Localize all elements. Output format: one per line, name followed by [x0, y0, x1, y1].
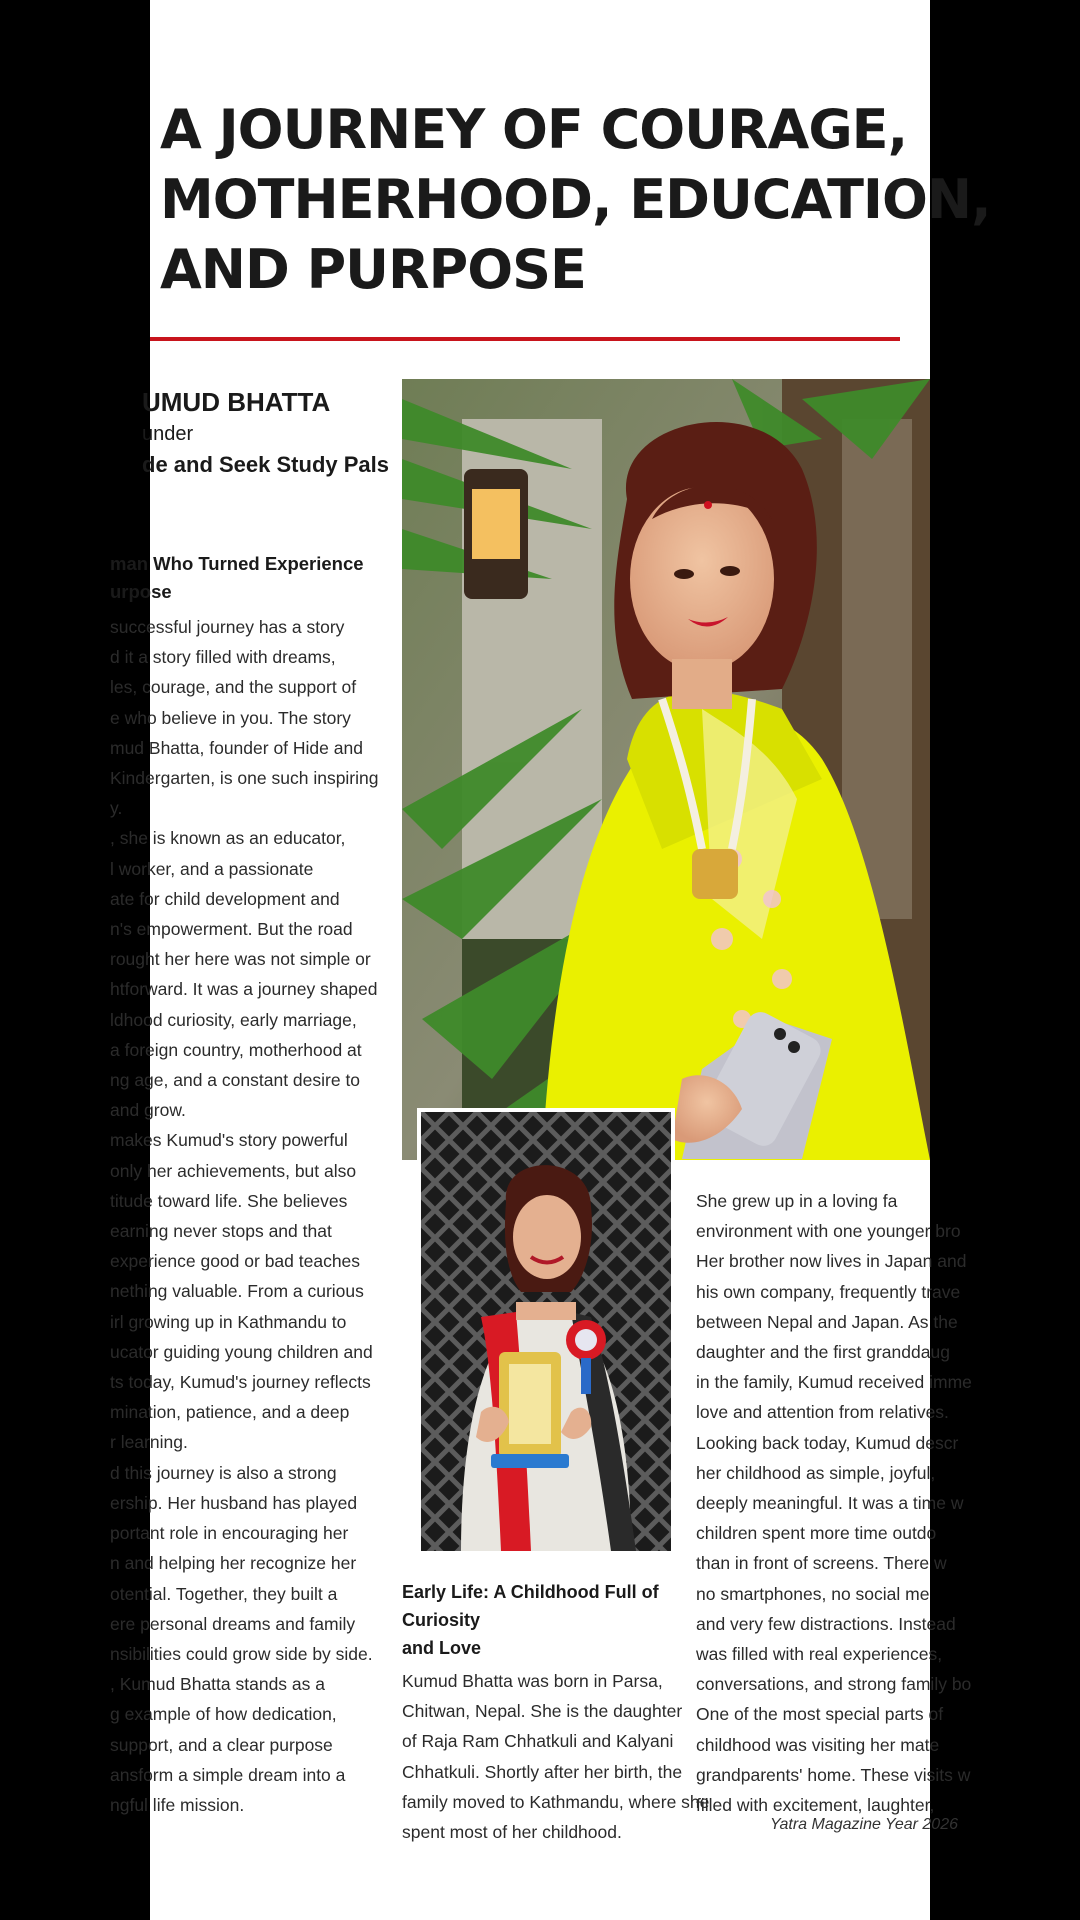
right-column-body: [696, 1186, 972, 1820]
text-line: d it a story filled with dreams,: [110, 647, 336, 668]
text-line: r learning.: [110, 1432, 188, 1453]
text-line: was filled with real experiences,: [696, 1644, 943, 1665]
text-line: her childhood as simple, joyful,: [696, 1462, 936, 1483]
text-line: htforward. It was a journey shaped: [110, 979, 378, 1000]
text-line: childhood was visiting her mate: [696, 1734, 940, 1755]
text-line: his own company, frequently trave: [696, 1281, 961, 1302]
text-line: n's empowerment. But the road: [110, 919, 353, 940]
text-line: irl growing up in Kathmandu to: [110, 1311, 347, 1332]
text-line: spent most of her childhood.: [402, 1822, 622, 1843]
text-line: One of the most special parts of: [696, 1704, 944, 1725]
text-line: filled with excitement, laughter,: [696, 1795, 935, 1816]
text-line: daughter and the first granddaug: [696, 1342, 950, 1363]
text-line: y.: [110, 798, 123, 819]
text-line: , she is known as an educator,: [110, 828, 346, 849]
title-line: MOTHERHOOD, EDUCATION,: [160, 168, 991, 231]
portrait-illustration: [402, 379, 930, 1160]
section-heading-line: and Love: [402, 1638, 482, 1658]
text-line: environment with one younger bro: [696, 1221, 961, 1242]
text-line: in the family, Kumud received imme: [696, 1372, 972, 1393]
middle-column-body: [402, 1666, 710, 1847]
text-line: family moved to Kathmandu, where she: [402, 1791, 710, 1812]
text-line: Her brother now lives in Japan and: [696, 1251, 967, 1272]
red-divider: [150, 337, 900, 341]
title-line: A JOURNEY OF COURAGE,: [160, 98, 908, 161]
author-organization: de and Seek Study Pals: [142, 452, 389, 477]
text-line: ngful life mission.: [110, 1794, 245, 1815]
text-line: grandparents' home. These visits w: [696, 1764, 971, 1785]
text-line: n and helping her recognize her: [110, 1553, 357, 1574]
text-line: and very few distractions. Instead: [696, 1613, 956, 1634]
section-heading: [402, 1578, 664, 1662]
text-line: Kumud Bhatta was born in Parsa,: [402, 1671, 663, 1691]
award-photo: [417, 1108, 675, 1555]
text-line: ng age, and a constant desire to: [110, 1070, 361, 1091]
text-line: and grow.: [110, 1100, 186, 1121]
text-line: than in front of screens. There w: [696, 1553, 947, 1574]
magazine-page: [110, 0, 991, 1920]
right-column: [696, 1186, 972, 1820]
text-line: support, and a clear purpose: [110, 1734, 333, 1755]
text-line: makes Kumud's story powerful: [110, 1130, 348, 1151]
article-title: [160, 95, 991, 305]
text-line: g example of how dedication,: [110, 1704, 337, 1725]
text-line: les, courage, and the support of: [110, 677, 357, 698]
text-line: love and attention from relatives.: [696, 1402, 949, 1423]
text-line: nething valuable. From a curious: [110, 1281, 364, 1302]
middle-column: [402, 1578, 710, 1847]
text-line: d this journey is also a strong: [110, 1462, 337, 1483]
text-line: rought her here was not simple or: [110, 949, 371, 970]
text-line: Looking back today, Kumud descr: [696, 1432, 959, 1453]
text-line: , Kumud Bhatta stands as a: [110, 1674, 325, 1695]
text-line: no smartphones, no social me: [696, 1583, 930, 1604]
text-line: She grew up in a loving fa: [696, 1191, 898, 1211]
text-line: ucator guiding young children and: [110, 1341, 373, 1362]
title-line: AND PURPOSE: [160, 238, 586, 301]
section-heading-line: Early Life: A Childhood Full of Curiosity: [402, 1582, 659, 1630]
text-line: experience good or bad teaches: [110, 1251, 361, 1272]
page-footer: Yatra Magazine Year 2026: [770, 1816, 958, 1833]
author-name: UMUD BHATTA: [142, 387, 331, 417]
text-line: portant role in encouraging her: [110, 1523, 349, 1544]
portrait-photo: [402, 379, 930, 1160]
left-column: [110, 550, 379, 1820]
text-line: ere personal dreams and family: [110, 1613, 356, 1634]
author-role: under: [142, 423, 194, 445]
text-line: l worker, and a passionate: [110, 858, 314, 879]
text-line: ts today, Kumud's journey reflects: [110, 1372, 371, 1393]
section-heading-line: urpose: [110, 581, 172, 602]
left-column-body: [110, 612, 379, 1820]
text-line: between Nepal and Japan. As the: [696, 1311, 958, 1332]
text-line: ansform a simple dream into a: [110, 1764, 346, 1785]
text-line: titude toward life. She believes: [110, 1190, 348, 1211]
text-line: Chhatkuli. Shortly after her birth, the: [402, 1761, 683, 1782]
text-line: ate for child development and: [110, 888, 340, 909]
text-line: Chitwan, Nepal. She is the daughter: [402, 1701, 683, 1722]
text-line: only her achievements, but also: [110, 1160, 357, 1181]
text-line: otential. Together, they built a: [110, 1583, 338, 1604]
text-line: Kindergarten, is one such inspiring: [110, 768, 379, 789]
text-line: ldhood curiosity, early marriage,: [110, 1009, 357, 1030]
text-line: deeply meaningful. It was a time w: [696, 1493, 964, 1514]
text-line: successful journey has a story: [110, 617, 345, 637]
text-line: mud Bhatta, founder of Hide and: [110, 737, 363, 758]
byline: [142, 385, 389, 481]
text-line: nsibilities could grow side by side.: [110, 1643, 373, 1664]
text-line: a foreign country, motherhood at: [110, 1039, 362, 1060]
text-line: children spent more time outdo: [696, 1523, 937, 1544]
text-line: ership. Her husband has played: [110, 1492, 358, 1513]
section-heading: [110, 550, 369, 606]
text-line: conversations, and strong family bo: [696, 1674, 972, 1695]
text-line: of Raja Ram Chhatkuli and Kalyani: [402, 1731, 674, 1752]
text-line: earning never stops and that: [110, 1221, 332, 1242]
text-line: e who believe in you. The story: [110, 707, 351, 728]
text-line: mination, patience, and a deep: [110, 1402, 350, 1423]
section-heading-line: man Who Turned Experience: [110, 553, 364, 574]
award-illustration: [421, 1112, 671, 1551]
